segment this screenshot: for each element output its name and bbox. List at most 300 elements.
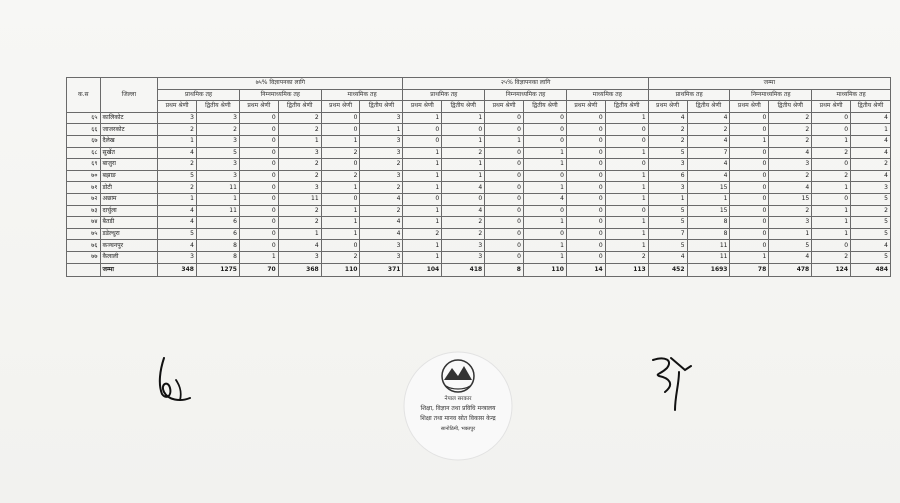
cell-value: 2 (278, 217, 321, 229)
cell-value: 3 (278, 147, 321, 159)
cell-value: 0 (566, 147, 605, 159)
cell-value: 3 (196, 159, 239, 171)
cell-value: 4 (851, 240, 891, 252)
cell-value: 0 (566, 112, 605, 124)
row-sn: ७१ (67, 182, 101, 194)
cell-value: 0 (239, 170, 278, 182)
cell-value: 3 (278, 182, 321, 194)
table-row (67, 193, 891, 205)
cell-value: 15 (769, 193, 812, 205)
cell-value: 6 (648, 170, 687, 182)
cell-value: 0 (566, 159, 605, 171)
cell-value: 2 (158, 182, 197, 194)
cell-value: 2 (851, 159, 891, 171)
cell-value: 1 (321, 217, 360, 229)
cell-value: 1 (321, 205, 360, 217)
cell-value: 0 (239, 159, 278, 171)
total-value: 113 (605, 263, 648, 276)
cell-value: 1 (648, 193, 687, 205)
cell-value: 0 (403, 135, 442, 147)
cell-value: 4 (158, 240, 197, 252)
row-district: कालिकोट (100, 112, 158, 124)
cell-value: 0 (321, 124, 360, 136)
total-value: 104 (403, 263, 442, 276)
cell-value: 1 (321, 228, 360, 240)
cell-value: 1 (730, 251, 769, 263)
cell-value: 0 (812, 193, 851, 205)
cell-value: 1 (158, 135, 197, 147)
cell-value: 1 (442, 135, 485, 147)
header-grade-first: प्रथम श्रेणी (239, 101, 278, 113)
header-grade-second: द्वितीय श्रेणी (278, 101, 321, 113)
cell-value: 0 (485, 112, 524, 124)
total-value: 1693 (687, 263, 730, 276)
cell-value: 0 (605, 159, 648, 171)
cell-value: 1 (403, 217, 442, 229)
cell-value: 1 (812, 135, 851, 147)
cell-value: 0 (566, 182, 605, 194)
cell-value: 0 (321, 159, 360, 171)
cell-value: 0 (239, 228, 278, 240)
cell-value: 1 (605, 228, 648, 240)
total-value: 110 (523, 263, 566, 276)
cell-value: 1 (485, 135, 524, 147)
cell-value: 3 (442, 251, 485, 263)
cell-value: 0 (523, 135, 566, 147)
cell-value: 1 (605, 217, 648, 229)
cell-value: 3 (360, 240, 403, 252)
cell-value: 2 (851, 205, 891, 217)
total-sn-cell (67, 263, 101, 276)
header-group-25: २५% विज्ञापनका लागि (403, 78, 648, 90)
cell-value: 5 (648, 217, 687, 229)
cell-value: 0 (605, 124, 648, 136)
cell-value: 3 (360, 170, 403, 182)
cell-value: 0 (442, 193, 485, 205)
cell-value: 1 (523, 240, 566, 252)
cell-value: 1 (321, 182, 360, 194)
cell-value: 0 (321, 193, 360, 205)
row-district: दैलेख (100, 135, 158, 147)
cell-value: 2 (158, 124, 197, 136)
cell-value: 2 (321, 170, 360, 182)
row-sn: ७० (67, 170, 101, 182)
cell-value: 0 (485, 170, 524, 182)
cell-value: 2 (812, 251, 851, 263)
table-row (67, 228, 891, 240)
row-sn: ६६ (67, 124, 101, 136)
cell-value: 5 (851, 228, 891, 240)
teacher-quota-table (66, 77, 891, 277)
cell-value: 2 (769, 170, 812, 182)
table-row (67, 124, 891, 136)
cell-value: 2 (196, 124, 239, 136)
cell-value: 1 (403, 240, 442, 252)
cell-value: 3 (851, 182, 891, 194)
cell-value: 1 (278, 135, 321, 147)
cell-value: 2 (769, 112, 812, 124)
cell-value: 0 (485, 193, 524, 205)
cell-value: 0 (239, 193, 278, 205)
cell-value: 1 (403, 182, 442, 194)
header-grade-first: प्रथम श्रेणी (812, 101, 851, 113)
cell-value: 1 (321, 135, 360, 147)
cell-value: 0 (730, 240, 769, 252)
total-value: 78 (730, 263, 769, 276)
cell-value: 1 (403, 112, 442, 124)
cell-value: 0 (403, 193, 442, 205)
header-district: जिल्ला (100, 78, 158, 113)
row-sn: ७२ (67, 193, 101, 205)
cell-value: 0 (730, 112, 769, 124)
cell-value: 1 (523, 217, 566, 229)
cell-value: 2 (769, 135, 812, 147)
cell-value: 1 (239, 251, 278, 263)
cell-value: 0 (605, 205, 648, 217)
cell-value: 0 (730, 228, 769, 240)
cell-value: 2 (278, 124, 321, 136)
row-sn: ६८ (67, 147, 101, 159)
cell-value: 0 (523, 124, 566, 136)
signature-right (645, 352, 700, 412)
row-district: बझाङ (100, 170, 158, 182)
cell-value: 7 (648, 228, 687, 240)
cell-value: 2 (605, 251, 648, 263)
cell-value: 4 (278, 240, 321, 252)
cell-value: 1 (442, 170, 485, 182)
seal-text-line: नेपाल सरकार (444, 396, 472, 402)
cell-value: 2 (278, 170, 321, 182)
table-row (67, 240, 891, 252)
cell-value: 0 (566, 124, 605, 136)
header-group-75: ७५% विज्ञापनका लागि (158, 78, 403, 90)
cell-value: 1 (812, 205, 851, 217)
signature-left (150, 350, 200, 405)
cell-value: 8 (196, 240, 239, 252)
cell-value: 2 (769, 124, 812, 136)
cell-value: 0 (566, 205, 605, 217)
cell-value: 0 (239, 124, 278, 136)
cell-value: 5 (648, 147, 687, 159)
cell-value: 4 (158, 147, 197, 159)
row-sn: ७६ (67, 240, 101, 252)
row-district: डडेल्धुरा (100, 228, 158, 240)
cell-value: 4 (360, 228, 403, 240)
header-grade-first: प्रथम श्रेणी (566, 101, 605, 113)
row-sn: ६७ (67, 135, 101, 147)
cell-value: 2 (158, 159, 197, 171)
cell-value: 0 (812, 159, 851, 171)
cell-value: 3 (769, 159, 812, 171)
cell-value: 3 (158, 251, 197, 263)
cell-value: 0 (485, 124, 524, 136)
cell-value: 0 (239, 205, 278, 217)
cell-value: 2 (687, 124, 730, 136)
cell-value: 4 (851, 170, 891, 182)
cell-value: 15 (687, 205, 730, 217)
total-value: 14 (566, 263, 605, 276)
cell-value: 0 (566, 193, 605, 205)
cell-value: 3 (648, 159, 687, 171)
cell-value: 1 (403, 170, 442, 182)
cell-value: 0 (812, 240, 851, 252)
cell-value: 0 (485, 182, 524, 194)
cell-value: 1 (442, 112, 485, 124)
cell-value: 8 (196, 251, 239, 263)
cell-value: 3 (360, 147, 403, 159)
header-level: निम्नमाध्यमिक तह (730, 89, 812, 101)
header-grade-second: द्वितीय श्रेणी (605, 101, 648, 113)
cell-value: 0 (605, 135, 648, 147)
row-sn: ६९ (67, 159, 101, 171)
total-value: 70 (239, 263, 278, 276)
total-value: 110 (321, 263, 360, 276)
cell-value: 1 (605, 182, 648, 194)
cell-value: 4 (769, 182, 812, 194)
cell-value: 4 (687, 112, 730, 124)
header-level: माध्यमिक तह (812, 89, 891, 101)
seal-text-line: सानोठिमी, भक्तपुर (440, 426, 476, 432)
row-district: जाजरकोट (100, 124, 158, 136)
row-sn: ७५ (67, 228, 101, 240)
cell-value: 1 (403, 251, 442, 263)
header-level: प्राथमिक तह (403, 89, 485, 101)
cell-value: 0 (321, 112, 360, 124)
total-value: 368 (278, 263, 321, 276)
cell-value: 2 (360, 182, 403, 194)
cell-value: 0 (239, 217, 278, 229)
total-value: 484 (851, 263, 891, 276)
table-row (67, 251, 891, 263)
cell-value: 0 (730, 170, 769, 182)
cell-value: 4 (442, 182, 485, 194)
cell-value: 0 (485, 240, 524, 252)
cell-value: 1 (278, 228, 321, 240)
header-level: माध्यमिक तह (566, 89, 648, 101)
cell-value: 5 (158, 170, 197, 182)
cell-value: 2 (442, 147, 485, 159)
cell-value: 2 (360, 205, 403, 217)
cell-value: 2 (403, 228, 442, 240)
header-grade-second: द्वितीय श्रेणी (523, 101, 566, 113)
total-value: 371 (360, 263, 403, 276)
cell-value: 0 (523, 170, 566, 182)
table-row (67, 182, 891, 194)
row-district: कैलाली (100, 251, 158, 263)
cell-value: 2 (812, 170, 851, 182)
cell-value: 0 (566, 135, 605, 147)
header-level: प्राथमिक तह (158, 89, 240, 101)
cell-value: 3 (158, 112, 197, 124)
cell-value: 4 (158, 217, 197, 229)
cell-value: 2 (442, 228, 485, 240)
cell-value: 0 (239, 135, 278, 147)
cell-value: 0 (523, 112, 566, 124)
cell-value: 11 (278, 193, 321, 205)
cell-value: 0 (566, 240, 605, 252)
cell-value: 0 (812, 112, 851, 124)
cell-value: 5 (648, 240, 687, 252)
cell-value: 3 (196, 170, 239, 182)
cell-value: 1 (769, 228, 812, 240)
cell-value: 1 (523, 159, 566, 171)
cell-value: 0 (730, 124, 769, 136)
cell-value: 1 (605, 193, 648, 205)
row-sn: ६५ (67, 112, 101, 124)
header-level: प्राथमिक तह (648, 89, 730, 101)
cell-value: 4 (158, 205, 197, 217)
cell-value: 11 (687, 240, 730, 252)
cell-value: 0 (321, 240, 360, 252)
header-level: निम्नमाध्यमिक तह (239, 89, 321, 101)
cell-value: 1 (360, 124, 403, 136)
total-value: 1275 (196, 263, 239, 276)
header-grade-first: प्रथम श्रेणी (158, 101, 197, 113)
cell-value: 0 (523, 205, 566, 217)
cell-value: 3 (360, 112, 403, 124)
cell-value: 0 (566, 217, 605, 229)
cell-value: 0 (485, 217, 524, 229)
cell-value: 2 (442, 217, 485, 229)
header-group-total: जम्मा (648, 78, 890, 90)
cell-value: 3 (278, 251, 321, 263)
cell-value: 0 (730, 217, 769, 229)
cell-value: 2 (648, 124, 687, 136)
header-sn: क.स (67, 78, 101, 113)
cell-value: 0 (730, 159, 769, 171)
cell-value: 0 (523, 228, 566, 240)
header-grade-first: प्रथम श्रेणी (321, 101, 360, 113)
cell-value: 0 (485, 159, 524, 171)
cell-value: 4 (648, 112, 687, 124)
cell-value: 5 (648, 205, 687, 217)
cell-value: 2 (769, 205, 812, 217)
cell-value: 5 (851, 217, 891, 229)
row-sn: ७३ (67, 205, 101, 217)
total-value: 124 (812, 263, 851, 276)
cell-value: 5 (851, 193, 891, 205)
table-row (67, 217, 891, 229)
cell-value: 0 (403, 124, 442, 136)
seal-text-line: शिक्षा, विज्ञान तथा प्रविधि मन्त्रालय (420, 405, 496, 412)
cell-value: 3 (648, 182, 687, 194)
cell-value: 0 (730, 147, 769, 159)
cell-value: 1 (403, 159, 442, 171)
seal-text-line: शिक्षा तथा मानव स्रोत विकास केन्द्र (420, 415, 496, 422)
header-grade-second: द्वितीय श्रेणी (851, 101, 891, 113)
header-grade-first: प्रथम श्रेणी (403, 101, 442, 113)
cell-value: 0 (566, 228, 605, 240)
header-level: निम्नमाध्यमिक तह (485, 89, 567, 101)
header-grade-first: प्रथम श्रेणी (648, 101, 687, 113)
cell-value: 15 (687, 182, 730, 194)
cell-value: 0 (566, 251, 605, 263)
table-row (67, 112, 891, 124)
cell-value: 1 (605, 170, 648, 182)
table-row (67, 170, 891, 182)
cell-value: 0 (239, 147, 278, 159)
cell-value: 5 (769, 240, 812, 252)
cell-value: 0 (239, 112, 278, 124)
header-grade-second: द्वितीय श्रेणी (442, 101, 485, 113)
cell-value: 1 (196, 193, 239, 205)
cell-value: 4 (442, 205, 485, 217)
cell-value: 0 (485, 147, 524, 159)
cell-value: 1 (605, 112, 648, 124)
total-row (67, 263, 891, 276)
cell-value: 1 (523, 182, 566, 194)
cell-value: 11 (687, 251, 730, 263)
total-value: 478 (769, 263, 812, 276)
cell-value: 1 (812, 182, 851, 194)
cell-value: 5 (158, 228, 197, 240)
cell-value: 5 (196, 147, 239, 159)
total-value: 452 (648, 263, 687, 276)
table-row (67, 159, 891, 171)
cell-value: 0 (485, 228, 524, 240)
cell-value: 0 (442, 124, 485, 136)
cell-value: 4 (360, 217, 403, 229)
row-sn: ७७ (67, 251, 101, 263)
cell-value: 4 (687, 159, 730, 171)
cell-value: 6 (196, 228, 239, 240)
cell-value: 0 (239, 240, 278, 252)
cell-value: 2 (321, 147, 360, 159)
cell-value: 3 (360, 135, 403, 147)
table-row (67, 205, 891, 217)
cell-value: 1 (812, 228, 851, 240)
cell-value: 0 (730, 193, 769, 205)
cell-value: 11 (196, 205, 239, 217)
cell-value: 4 (769, 251, 812, 263)
cell-value: 0 (239, 182, 278, 194)
cell-value: 0 (812, 124, 851, 136)
cell-value: 2 (321, 251, 360, 263)
cell-value: 3 (769, 217, 812, 229)
row-district: अछाम (100, 193, 158, 205)
cell-value: 1 (730, 135, 769, 147)
cell-value: 1 (687, 193, 730, 205)
row-district: बैतडी (100, 217, 158, 229)
cell-value: 1 (851, 124, 891, 136)
cell-value: 11 (196, 182, 239, 194)
header-grade-second: द्वितीय श्रेणी (360, 101, 403, 113)
cell-value: 1 (442, 159, 485, 171)
cell-value: 1 (158, 193, 197, 205)
header-grade-first: प्रथम श्रेणी (730, 101, 769, 113)
cell-value: 1 (605, 147, 648, 159)
cell-value: 4 (687, 170, 730, 182)
cell-value: 2 (360, 159, 403, 171)
header-grade-second: द्वितीय श्रेणी (769, 101, 812, 113)
table-row (67, 135, 891, 147)
cell-value: 4 (769, 147, 812, 159)
cell-value: 4 (851, 112, 891, 124)
cell-value: 3 (196, 135, 239, 147)
total-label: जम्मा (100, 263, 158, 276)
cell-value: 4 (360, 193, 403, 205)
header-grade-first: प्रथम श्रेणी (485, 101, 524, 113)
cell-value: 4 (851, 147, 891, 159)
cell-value: 1 (403, 205, 442, 217)
cell-value: 0 (730, 182, 769, 194)
row-district: सुर्खेत (100, 147, 158, 159)
cell-value: 8 (687, 228, 730, 240)
cell-value: 2 (278, 159, 321, 171)
row-sn: ७४ (67, 217, 101, 229)
cell-value: 2 (648, 135, 687, 147)
header-grade-second: द्वितीय श्रेणी (687, 101, 730, 113)
